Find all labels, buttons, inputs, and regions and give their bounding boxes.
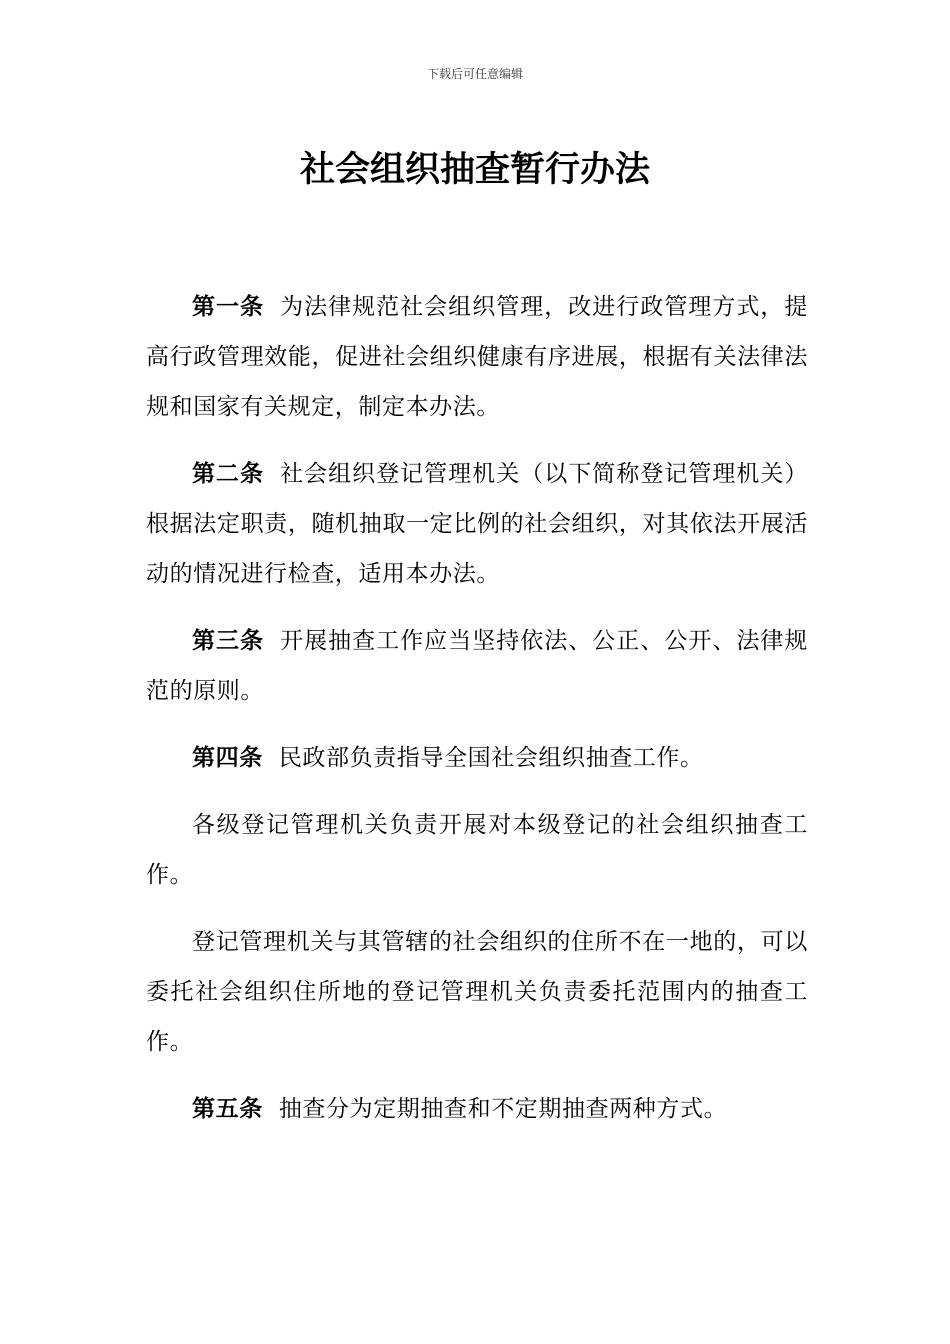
article-label: 第五条 (192, 1095, 263, 1122)
article-text: 开展抽查工作应当坚持依法、公正、公开、法律规范的原则。 (146, 628, 808, 704)
document-title: 社会组织抽查暂行办法 (299, 149, 650, 190)
article-2 (146, 449, 808, 599)
article-4 (146, 733, 808, 783)
paragraph-text: 各级登记管理机关负责开展对本级登记的社会组织抽查工作。 (146, 812, 808, 888)
article-3 (146, 616, 808, 716)
paragraph-text: 登记管理机关与其管辖的社会组织的住所不在一地的，可以委托社会组织住所地的登记管理机关负责委托范围内的抽查工作。 (146, 929, 808, 1055)
article-text: 民政部负责指导全国社会组织抽查工作。 (278, 745, 704, 771)
article-text: 为法律规范社会组织管理，改进行政管理方式，提高行政管理效能，促进社会组织健康有序进展，根据有关法律法规和国家有关规定，制定本办法。 (146, 294, 808, 420)
article-label: 第四条 (192, 744, 263, 771)
article-label: 第三条 (192, 627, 265, 654)
article-label: 第一条 (192, 293, 265, 320)
article-1 (146, 282, 808, 432)
article-5 (146, 1084, 808, 1134)
article-text: 社会组织登记管理机关（以下简称登记管理机关）根据法定职责，随机抽取一定比例的社会组织，对其依法开展活动的情况进行检查，适用本办法。 (146, 461, 808, 587)
article-4-paragraph-2 (146, 800, 808, 900)
article-4-paragraph-3 (146, 917, 808, 1067)
article-text: 抽查分为定期抽查和不定期抽查两种方式。 (278, 1096, 728, 1122)
header-note: 下载后可任意编辑 (426, 67, 523, 81)
document-body (146, 282, 808, 1151)
article-label: 第二条 (192, 460, 265, 487)
